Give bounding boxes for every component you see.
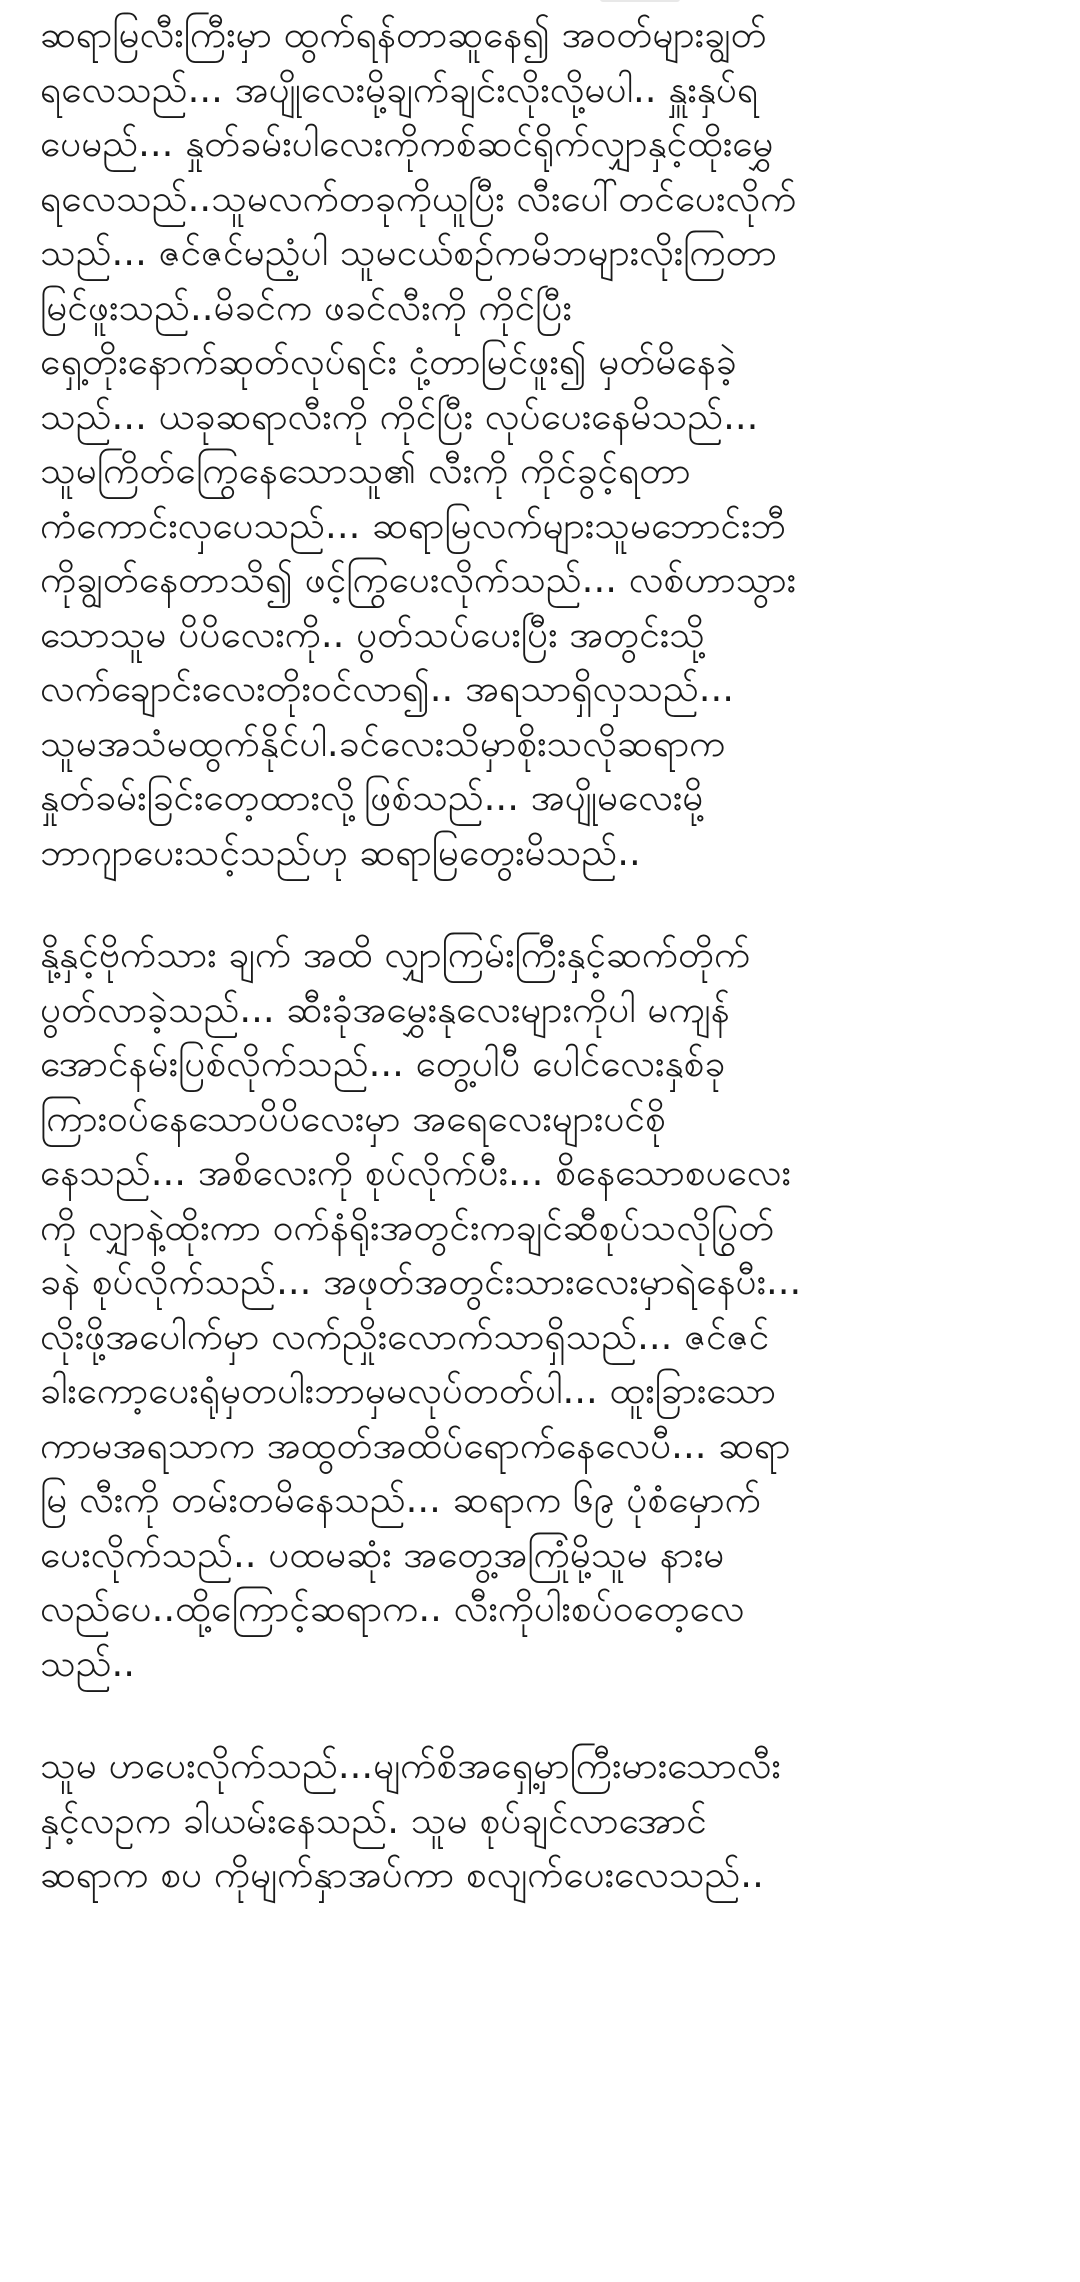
text-line: လည်ပေ..ထို့ကြောင့်ဆရာက.. လီးကိုပါးစပ်ဝတေ့လေ — [40, 1587, 745, 1630]
text-line: ကံကောင်းလှပေသည်... ဆရာမြလက်များသူမဘောင်းဘီ — [40, 503, 787, 547]
text-line: ဆရာမြလီးကြီးမှာ ထွက်ရန်တာဆူနေ၍ အဝတ်များချွတ် — [40, 13, 767, 56]
article-body — [40, 8, 1050, 1951]
cropped-text-fragment — [600, 0, 680, 2]
paragraph — [40, 8, 1050, 880]
paragraph — [40, 1739, 1050, 1903]
text-line: ခနဲ စုပ်လိုက်သည်... အဖုတ်အတွင်းသားလေးမှာရဲနေပီး... — [40, 1260, 802, 1303]
text-line: သူမ ဟပေးလိုက်သည်...မျက်စိအရှေ့မှာကြီးမားသောလီး — [40, 1744, 781, 1787]
text-line: ဆရာက စပ ကိုမျက်နှာအပ်ကာ စလျက်ပေးလေသည်.. — [40, 1853, 764, 1896]
text-line: ပွတ်လာခဲ့သည်... ဆီးခုံအမွှေးနုလေးများကိုပါ မကျန် — [40, 987, 730, 1031]
text-line: ရလေသည်... အပျိုလေးမို့ချက်ချင်းလိုးလို့မပါ.. နှူးနှပ်ရ — [40, 67, 759, 111]
text-line: နေသည်... အစိလေးကို စုပ်လိုက်ပီး... စိနေသောစပလေး — [40, 1151, 791, 1194]
text-line: ရလေသည်..သူမလက်တခုကိုယူပြီး လီးပေါ်တင်ပေးလိုက် — [40, 176, 797, 220]
text-line: သည်... ယခုဆရာလီးကို ကိုင်ပြီး လုပ်ပေးနေမိသည်... — [40, 394, 759, 438]
text-line: သည်.. — [40, 1641, 136, 1685]
paragraph — [40, 928, 1050, 1691]
text-line: မြ လီးကို တမ်းတမိနေသည်... ဆရာက ၆၉ ပုံစံမှောက် — [40, 1478, 761, 1521]
text-line: လိုးဖို့အပေါက်မှာ လက်ညှိုးလောက်သာရှိသည်... ဇင်ဇင် — [40, 1314, 770, 1358]
text-line: သူမကြိတ်ကြွေနေသောသူ၏ လီးကို ကိုင်ခွင့်ရတာ — [40, 449, 691, 492]
text-line: ကို လျှာနဲ့ထိုးကာ ဝက်နံရိုးအတွင်းကချင်ဆီစုပ်သလိုပြွတ် — [40, 1205, 775, 1249]
text-line: သည်... ဇင်ဇင်မညံ့ပါ သူမငယ်စဉ်ကမိဘများလိုးကြတာ — [40, 231, 777, 274]
text-line: နှင့်လဥက ခါယမ်းနေသည်. သူမ စုပ်ချင်လာအောင် — [40, 1798, 707, 1842]
text-line: နှုတ်ခမ်းခြင်းတေ့ထားလို့ဖြစ်သည်... အပျိုမလေးမို့ — [40, 776, 704, 819]
text-line: နို့နှင့်ဗိုက်သား ချက် အထိ လျှာကြမ်းကြီးနှင့်ဆက်တိုက် — [40, 933, 751, 976]
text-line: ဘာဂျာပေးသင့်သည်ဟု ဆရာမြတွေးမိသည်.. — [40, 830, 641, 874]
text-line: သူမအသံမထွက်နိုင်ပါ.ခင်လေးသိမှာစိုးသလိုဆရာက — [40, 721, 726, 765]
text-line: ပေမည်... နှုတ်ခမ်းပါလေးကိုကစ်ဆင်ရိုက်လျှာနှင့်ထိုးမွှေ — [40, 122, 774, 165]
text-line: ကိုချွတ်နေတာသိ၍ ဖင့်ကြွပေးလိုက်သည်... လစ်ဟာသွား — [40, 558, 797, 601]
text-line: ကာမအရသာက အထွတ်အထိပ်ရောက်နေလေပီ... ဆရာ — [40, 1423, 791, 1467]
text-line: လက်ချောင်းလေးတိုးဝင်လာ၍.. အရသာရှိလှသည်... — [40, 667, 735, 710]
text-line: အောင်နမ်းပြစ်လိုက်သည်... တွေ့ပါပီ ပေါင်လေးနှစ်ခု — [40, 1042, 726, 1085]
text-line: သောသူမ ပိပိလေးကို.. ပွတ်သပ်ပေးပြီး အတွင်းသို့ — [40, 612, 705, 656]
text-line: ပေးလိုက်သည်.. ပထမဆုံး အတွေ့အကြုံမို့သူမ နားမ — [40, 1532, 725, 1576]
text-line: မြင်ဖူးသည်..မိခင်က ဖခင်လီးကို ကိုင်ပြီး — [40, 285, 572, 329]
text-line: ကြားဝပ်နေသောပိပိလေးမှာ အရေလေးများပင်စို — [40, 1096, 666, 1140]
text-line: ရှေ့တိုးနောက်ဆုတ်လုပ်ရင်း ငုံ့တာမြင်ဖူး၍ မှတ်မိနေခဲ့ — [40, 340, 737, 383]
text-line: ခါးကော့ပေးရုံမှတပါးဘာမှမလုပ်တတ်ပါ... ထူးခြားသော — [40, 1369, 776, 1412]
